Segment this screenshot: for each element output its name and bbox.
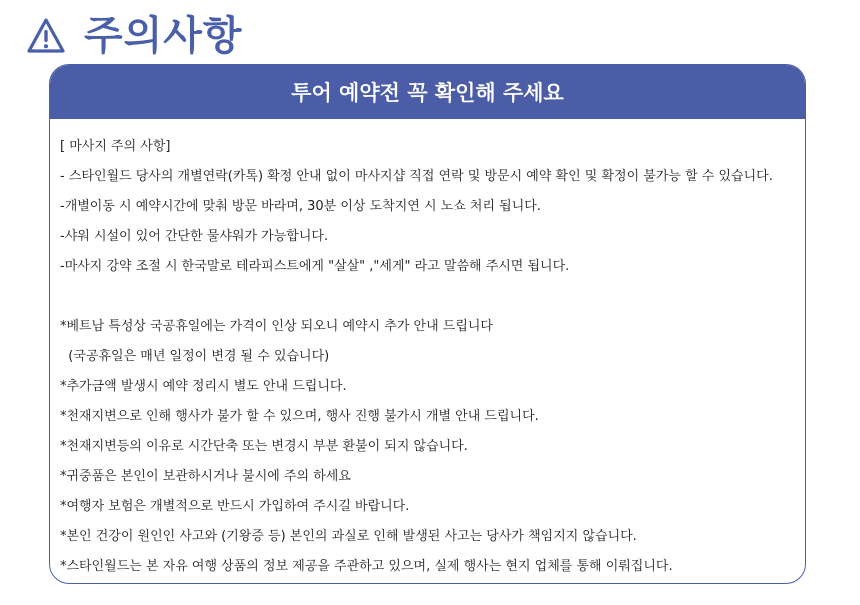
notice-line: *천재지변으로 인해 행사가 불가 할 수 있으며, 행사 진행 불가시 개별 안내 드립니다. bbox=[60, 409, 539, 424]
notice-line: -마사지 강약 조절 시 한국말로 테라피스트에게 "살살" ,"세게" 라고 말씀해 주시면 됩니다. bbox=[60, 259, 570, 274]
notice-line: *천재지변등의 이유로 시간단축 또는 변경시 부분 환불이 되지 않습니다. bbox=[60, 439, 468, 454]
notice-line: *베트남 특성상 국공휴일에는 가격이 인상 되오니 예약시 추가 안내 드립니다 bbox=[60, 319, 493, 334]
notice-line: *스타인월드는 본 자유 여행 상품의 정보 제공을 주관하고 있으며, 실제 행사는 현지 업체를 통해 이뤄집니다. bbox=[60, 559, 673, 574]
spacer bbox=[60, 282, 805, 312]
notice-line: *여행자 보험은 개별적으로 반드시 가입하여 주시길 바랍니다. bbox=[60, 499, 410, 514]
notice-line: -개별이동 시 예약시간에 맞춰 방문 바라며, 30분 이상 도착지연 시 노쇼 처리 됩니다. bbox=[60, 199, 541, 214]
notice-line: *추가금액 발생시 예약 정리시 별도 안내 드립니다. bbox=[60, 379, 347, 394]
page-title: 주의사항 bbox=[84, 13, 243, 59]
notice-line: -샤워 시설이 있어 간단한 물샤워가 가능합니다. bbox=[60, 229, 329, 244]
notice-header bbox=[26, 14, 243, 58]
warning-icon bbox=[26, 16, 66, 56]
notice-card bbox=[49, 64, 806, 584]
notice-line: [ 마사지 주의 사항] bbox=[60, 139, 171, 154]
notice-line: *본인 건강이 원인인 사고와 (기왕증 등) 본인의 과실로 인해 발생된 사고는 당사가 책임지지 않습니다. bbox=[60, 529, 637, 544]
notice-content bbox=[50, 119, 805, 582]
notice-banner: 투어 예약전 꼭 확인해 주세요 bbox=[50, 65, 805, 119]
notice-line: (국공휴일은 매년 일정이 변경 될 수 있습니다) bbox=[60, 349, 330, 364]
notice-line: *귀중품은 본인이 보관하시거나 불시에 주의 하세요 bbox=[60, 469, 351, 484]
notice-line: - 스타인월드 당사의 개별연락(카톡) 확정 안내 없이 마사지샵 직접 연락 및 방문시 예약 확인 및 확정이 불가능 할 수 있습니다. bbox=[60, 169, 773, 184]
